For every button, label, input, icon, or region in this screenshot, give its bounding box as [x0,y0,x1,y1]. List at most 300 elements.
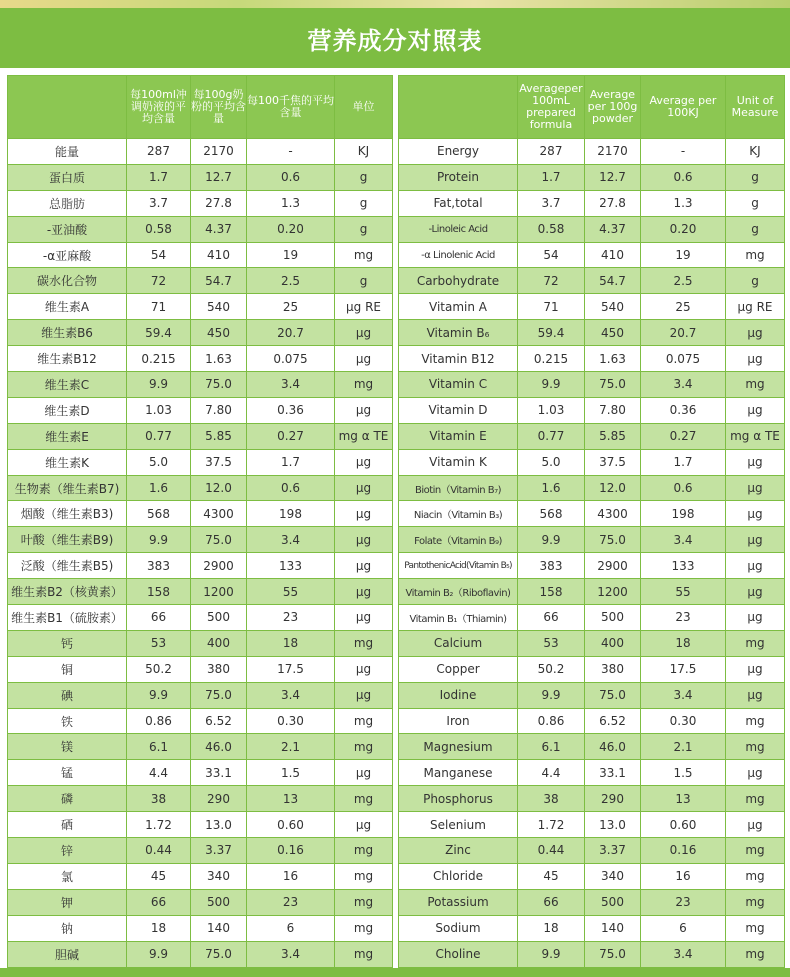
unit-cell: g [726,216,785,242]
nutrient-name-cell: 烟酸（维生素B3) [8,501,127,527]
per-100g-value-cell: 3.37 [585,838,641,864]
table-row [399,915,785,941]
per-100g-value-cell: 5.85 [585,423,641,449]
table-row [399,139,785,165]
nutrient-name-cell: Vitamin D [399,397,518,423]
table-row [8,786,393,812]
table-row [8,190,393,216]
per-100kj-value-cell: 3.4 [641,941,726,967]
per-100ml-value-cell: 158 [518,579,585,605]
per-100kj-value-cell: 25 [247,294,335,320]
table-row [8,346,393,372]
per-100g-value-cell: 2170 [585,139,641,165]
table-row [8,527,393,553]
per-100ml-value-cell: 50.2 [127,656,191,682]
per-100ml-value-cell: 1.6 [518,475,585,501]
per-100kj-value-cell: 2.5 [247,268,335,294]
per-100g-value-cell: 13.0 [191,812,247,838]
table-row [8,242,393,268]
per-100ml-value-cell: 3.7 [518,190,585,216]
nutrient-name-cell: 蛋白质 [8,164,127,190]
unit-cell: μg [726,527,785,553]
per-100kj-value-cell: 0.6 [247,475,335,501]
per-100g-value-cell: 140 [191,915,247,941]
per-100g-value-cell: 500 [191,605,247,631]
per-100g-value-cell: 140 [585,915,641,941]
per-100g-value-cell: 75.0 [585,527,641,553]
table-row [399,242,785,268]
per-100g-value-cell: 12.0 [191,475,247,501]
header-cell: 每100ml冲调奶液的平均含量 [127,76,191,139]
per-100kj-value-cell: 16 [247,863,335,889]
per-100g-value-cell: 1200 [585,579,641,605]
page-title: 营养成分对照表 [307,26,483,55]
per-100ml-value-cell: 50.2 [518,656,585,682]
per-100kj-value-cell: 0.075 [641,346,726,372]
table-row [399,475,785,501]
table-row [399,553,785,579]
nutrient-name-cell: Copper [399,656,518,682]
nutrient-name-cell: 维生素C [8,372,127,398]
unit-cell: mg [335,734,393,760]
per-100g-value-cell: 340 [191,863,247,889]
nutrient-name-cell: Niacin（Vitamin B₃) [399,501,518,527]
per-100ml-value-cell: 0.58 [518,216,585,242]
unit-cell: mg [726,889,785,915]
table-row [399,346,785,372]
table-row [399,863,785,889]
per-100g-value-cell: 500 [191,889,247,915]
unit-cell: mg [726,242,785,268]
per-100g-value-cell: 400 [191,630,247,656]
per-100g-value-cell: 540 [191,294,247,320]
unit-cell: mg [726,372,785,398]
unit-cell: mg [335,915,393,941]
table-row [8,630,393,656]
per-100g-value-cell: 54.7 [191,268,247,294]
per-100kj-value-cell: 0.20 [641,216,726,242]
unit-cell: g [335,268,393,294]
table-header-row [399,76,785,139]
per-100ml-value-cell: 9.9 [518,682,585,708]
per-100kj-value-cell: 1.3 [641,190,726,216]
per-100kj-value-cell: 23 [641,889,726,915]
nutrient-name-cell: 钙 [8,630,127,656]
per-100ml-value-cell: 54 [127,242,191,268]
nutrient-name-cell: PantothenicAcid(Vitamin B₅) [399,553,518,579]
english-nutrition-table [398,75,785,968]
per-100ml-value-cell: 53 [518,630,585,656]
per-100kj-value-cell: 2.1 [641,734,726,760]
unit-cell: μg [335,553,393,579]
per-100kj-value-cell: 1.7 [247,449,335,475]
header-cell: 每100千焦的平均含量 [247,76,335,139]
table-row [8,605,393,631]
per-100kj-value-cell: 20.7 [247,320,335,346]
table-row [8,372,393,398]
per-100g-value-cell: 2900 [585,553,641,579]
per-100g-value-cell: 33.1 [191,760,247,786]
nutrient-name-cell: 总脂肪 [8,190,127,216]
nutrient-name-cell: 钾 [8,889,127,915]
nutrient-name-cell: 氯 [8,863,127,889]
table-row [8,475,393,501]
table-row [399,216,785,242]
per-100ml-value-cell: 38 [518,786,585,812]
per-100ml-value-cell: 45 [518,863,585,889]
per-100ml-value-cell: 1.7 [127,164,191,190]
chinese-nutrition-table [7,75,393,968]
unit-cell: mg [726,863,785,889]
table-row [8,423,393,449]
per-100kj-value-cell: 0.27 [247,423,335,449]
unit-cell: μg [335,475,393,501]
unit-cell: g [335,164,393,190]
per-100g-value-cell: 12.0 [585,475,641,501]
nutrient-name-cell: Potassium [399,889,518,915]
per-100ml-value-cell: 0.86 [518,708,585,734]
unit-cell: mg [726,786,785,812]
unit-cell: mg [335,630,393,656]
unit-cell: μg [726,397,785,423]
per-100kj-value-cell: 133 [247,553,335,579]
per-100kj-value-cell: 3.4 [641,372,726,398]
nutrient-name-cell: 胆碱 [8,941,127,967]
per-100g-value-cell: 450 [191,320,247,346]
nutrient-name-cell: Vitamin C [399,372,518,398]
header-cell: Averageper 100mL prepared formula [518,76,585,139]
per-100g-value-cell: 340 [585,863,641,889]
per-100kj-value-cell: 6 [247,915,335,941]
table-row [399,397,785,423]
table-row [399,656,785,682]
per-100kj-value-cell: 0.075 [247,346,335,372]
nutrient-name-cell: Vitamin E [399,423,518,449]
unit-cell: mg [726,708,785,734]
table-row [399,294,785,320]
table-header-row [8,76,393,139]
nutrient-name-cell: Selenium [399,812,518,838]
nutrient-name-cell: 锰 [8,760,127,786]
per-100ml-value-cell: 1.6 [127,475,191,501]
per-100ml-value-cell: 1.72 [518,812,585,838]
table-row [399,734,785,760]
per-100ml-value-cell: 71 [518,294,585,320]
nutrient-name-cell: Energy [399,139,518,165]
unit-cell: mg [726,941,785,967]
per-100g-value-cell: 5.85 [191,423,247,449]
unit-cell: μg [726,501,785,527]
per-100kj-value-cell: 0.20 [247,216,335,242]
nutrient-name-cell: 碘 [8,682,127,708]
unit-cell: μg [335,682,393,708]
nutrient-name-cell: 维生素A [8,294,127,320]
per-100kj-value-cell: 23 [247,605,335,631]
table-row [399,838,785,864]
per-100ml-value-cell: 4.4 [518,760,585,786]
top-decorative-strip [0,0,790,8]
nutrient-name-cell: Carbohydrate [399,268,518,294]
per-100kj-value-cell: 55 [641,579,726,605]
per-100ml-value-cell: 1.7 [518,164,585,190]
per-100g-value-cell: 4300 [191,501,247,527]
per-100ml-value-cell: 66 [518,605,585,631]
nutrient-name-cell: 维生素E [8,423,127,449]
per-100ml-value-cell: 287 [127,139,191,165]
nutrient-name-cell: Vitamin B12 [399,346,518,372]
header-cell [399,76,518,139]
per-100ml-value-cell: 45 [127,863,191,889]
unit-cell: μg [726,475,785,501]
per-100kj-value-cell: 19 [641,242,726,268]
per-100g-value-cell: 290 [585,786,641,812]
per-100kj-value-cell: 18 [247,630,335,656]
per-100g-value-cell: 290 [191,786,247,812]
per-100ml-value-cell: 9.9 [518,372,585,398]
per-100g-value-cell: 400 [585,630,641,656]
table-row [399,760,785,786]
per-100kj-value-cell: 13 [641,786,726,812]
unit-cell: g [335,190,393,216]
unit-cell: μg [726,579,785,605]
table-row [8,164,393,190]
nutrient-name-cell: 维生素B6 [8,320,127,346]
per-100g-value-cell: 500 [585,889,641,915]
per-100kj-value-cell: 17.5 [641,656,726,682]
per-100kj-value-cell: 0.6 [247,164,335,190]
header-cell: 单位 [335,76,393,139]
table-row [399,708,785,734]
per-100g-value-cell: 33.1 [585,760,641,786]
nutrient-name-cell: Vitamin A [399,294,518,320]
table-row [399,449,785,475]
table-row [8,294,393,320]
per-100g-value-cell: 37.5 [585,449,641,475]
unit-cell: μg [335,501,393,527]
nutrient-name-cell: Folate（Vitamin B₉) [399,527,518,553]
unit-cell: μg [726,553,785,579]
header-cell: Average per 100KJ [641,76,726,139]
per-100g-value-cell: 4300 [585,501,641,527]
table-row [8,812,393,838]
table-row [8,553,393,579]
per-100ml-value-cell: 9.9 [518,527,585,553]
unit-cell: mg [335,863,393,889]
per-100kj-value-cell: 0.16 [247,838,335,864]
per-100kj-value-cell: 0.36 [641,397,726,423]
per-100g-value-cell: 75.0 [585,941,641,967]
nutrient-name-cell: 磷 [8,786,127,812]
per-100kj-value-cell: 198 [641,501,726,527]
per-100ml-value-cell: 38 [127,786,191,812]
unit-cell: mg [335,372,393,398]
per-100ml-value-cell: 5.0 [127,449,191,475]
table-row [8,397,393,423]
per-100kj-value-cell: 23 [641,605,726,631]
table-row [399,682,785,708]
unit-cell: KJ [335,139,393,165]
per-100kj-value-cell: 1.7 [641,449,726,475]
per-100kj-value-cell: 3.4 [641,682,726,708]
per-100kj-value-cell: - [247,139,335,165]
per-100ml-value-cell: 54 [518,242,585,268]
nutrient-name-cell: Choline [399,941,518,967]
unit-cell: mg [335,838,393,864]
per-100g-value-cell: 12.7 [191,164,247,190]
unit-cell: μg [335,812,393,838]
per-100g-value-cell: 7.80 [585,397,641,423]
per-100ml-value-cell: 18 [518,915,585,941]
table-row [399,786,785,812]
table-row [8,320,393,346]
unit-cell: g [726,190,785,216]
nutrient-name-cell: 铁 [8,708,127,734]
unit-cell: μg [335,605,393,631]
nutrient-name-cell: 维生素B2（核黄素） [8,579,127,605]
per-100ml-value-cell: 72 [518,268,585,294]
per-100kj-value-cell: 17.5 [247,656,335,682]
table-row [8,579,393,605]
unit-cell: g [726,268,785,294]
table-row [8,501,393,527]
per-100g-value-cell: 46.0 [585,734,641,760]
per-100g-value-cell: 410 [191,242,247,268]
table-row [399,527,785,553]
per-100kj-value-cell: 13 [247,786,335,812]
table-row [8,682,393,708]
nutrient-name-cell: Vitamin B₂（Riboflavin) [399,579,518,605]
per-100kj-value-cell: 18 [641,630,726,656]
per-100g-value-cell: 75.0 [191,682,247,708]
unit-cell: μg [726,812,785,838]
table-row [8,760,393,786]
per-100g-value-cell: 7.80 [191,397,247,423]
per-100ml-value-cell: 71 [127,294,191,320]
bottom-decorative-strip [0,968,790,977]
table-row [8,863,393,889]
per-100ml-value-cell: 383 [127,553,191,579]
unit-cell: g [726,164,785,190]
per-100kj-value-cell: 1.3 [247,190,335,216]
table-row [399,941,785,967]
nutrient-name-cell: -α Linolenic Acid [399,242,518,268]
per-100g-value-cell: 12.7 [585,164,641,190]
table-row [8,915,393,941]
unit-cell: KJ [726,139,785,165]
unit-cell: μg [726,449,785,475]
table-row [399,190,785,216]
table-row [8,734,393,760]
per-100ml-value-cell: 3.7 [127,190,191,216]
nutrient-name-cell: Magnesium [399,734,518,760]
unit-cell: μg [726,682,785,708]
chinese-table-body [8,139,393,968]
per-100kj-value-cell: 3.4 [247,372,335,398]
per-100g-value-cell: 75.0 [191,527,247,553]
nutrient-name-cell: -亚油酸 [8,216,127,242]
english-nutrition-table-container [398,75,784,963]
per-100kj-value-cell: 198 [247,501,335,527]
nutrient-name-cell: 维生素D [8,397,127,423]
unit-cell: g [335,216,393,242]
table-row [8,889,393,915]
per-100kj-value-cell: 0.16 [641,838,726,864]
unit-cell: μg [335,527,393,553]
per-100kj-value-cell: 0.30 [247,708,335,734]
nutrient-name-cell: Calcium [399,630,518,656]
per-100g-value-cell: 13.0 [585,812,641,838]
table-row [8,708,393,734]
unit-cell: μg [335,656,393,682]
table-row [399,501,785,527]
nutrient-name-cell: 生物素（维生素B7) [8,475,127,501]
unit-cell: μg [335,397,393,423]
table-row [8,941,393,967]
table-row [8,216,393,242]
nutrient-name-cell: 硒 [8,812,127,838]
per-100kj-value-cell: 0.6 [641,475,726,501]
unit-cell: μg [726,605,785,631]
unit-cell: μg [726,760,785,786]
nutrient-name-cell: -α亚麻酸 [8,242,127,268]
per-100kj-value-cell: 19 [247,242,335,268]
unit-cell: mg [335,242,393,268]
unit-cell: mg [335,941,393,967]
unit-cell: μg [335,320,393,346]
per-100ml-value-cell: 0.77 [518,423,585,449]
per-100kj-value-cell: 3.4 [247,527,335,553]
per-100ml-value-cell: 53 [127,630,191,656]
per-100g-value-cell: 27.8 [191,190,247,216]
per-100kj-value-cell: 0.60 [247,812,335,838]
nutrient-name-cell: Vitamin B₆ [399,320,518,346]
per-100g-value-cell: 540 [585,294,641,320]
per-100ml-value-cell: 9.9 [127,372,191,398]
nutrient-name-cell: Sodium [399,915,518,941]
nutrient-name-cell: 钠 [8,915,127,941]
per-100ml-value-cell: 6.1 [127,734,191,760]
per-100ml-value-cell: 72 [127,268,191,294]
nutrient-name-cell: 能量 [8,139,127,165]
per-100g-value-cell: 4.37 [585,216,641,242]
nutrient-name-cell: 维生素K [8,449,127,475]
nutrient-name-cell: Biotin（Vitamin B₇) [399,475,518,501]
per-100ml-value-cell: 287 [518,139,585,165]
unit-cell: mg α TE [335,423,393,449]
per-100kj-value-cell: 0.30 [641,708,726,734]
per-100g-value-cell: 46.0 [191,734,247,760]
per-100kj-value-cell: 3.4 [641,527,726,553]
table-row [399,630,785,656]
unit-cell: μg [335,579,393,605]
per-100g-value-cell: 75.0 [585,372,641,398]
nutrient-name-cell: Fat,total [399,190,518,216]
nutrient-name-cell: Vitamin B₁（Thiamin) [399,605,518,631]
per-100g-value-cell: 6.52 [585,708,641,734]
per-100g-value-cell: 3.37 [191,838,247,864]
nutrient-name-cell: 叶酸（维生素B9) [8,527,127,553]
per-100ml-value-cell: 0.58 [127,216,191,242]
per-100g-value-cell: 75.0 [191,941,247,967]
header-cell: Average per 100g powder [585,76,641,139]
per-100ml-value-cell: 1.72 [127,812,191,838]
per-100g-value-cell: 27.8 [585,190,641,216]
unit-cell: mg α TE [726,423,785,449]
per-100ml-value-cell: 0.215 [518,346,585,372]
table-row [8,838,393,864]
title-banner [0,8,790,68]
per-100kj-value-cell: 25 [641,294,726,320]
